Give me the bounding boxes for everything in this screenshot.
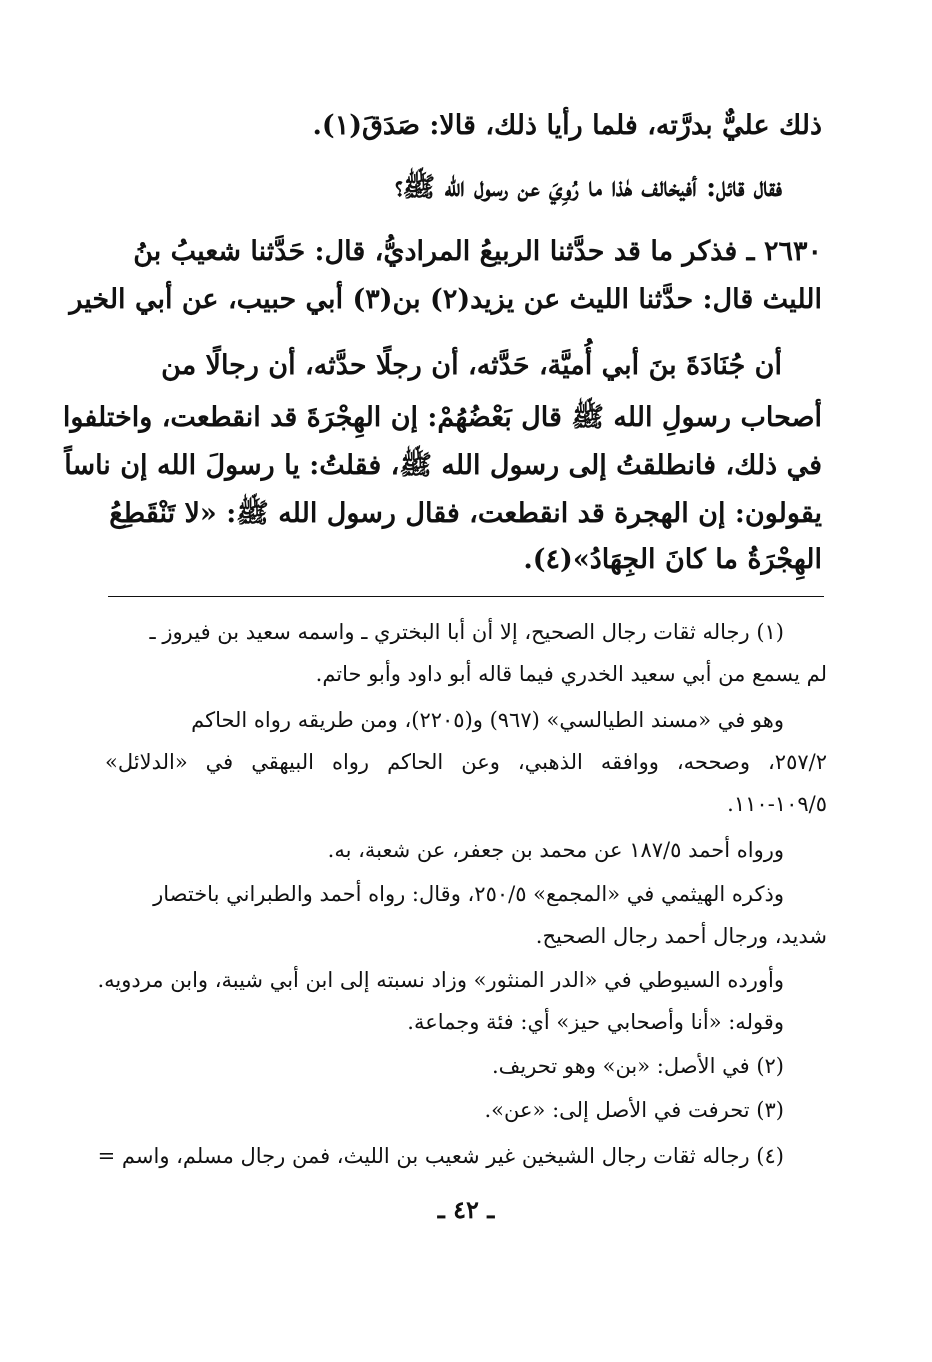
footnote-line: (٣) تحرفت في الأصل إلى: «عن». [484, 1098, 784, 1122]
footnote-line: وذكره الهيثمي في «المجمع» ٢٥٠/٥، وقال: رواه أحمد والطبراني باختصار [153, 882, 784, 906]
footnote-divider [108, 596, 824, 597]
hadith-number: ٢٦٣٠ [763, 236, 822, 267]
footnote-line: ١٠٩/٥-١١٠. [727, 792, 827, 816]
page-number: ـ ٤٢ ـ [437, 1195, 495, 1224]
footnote-line: شديد، ورجال أحمد رجال الصحيح. [535, 924, 827, 948]
main-text-line: الهِجْرَةُ ما كانَ الجِهَادُ»(٤). [523, 544, 822, 575]
footnote-line: وقوله: «أنا وأصحابي حيز» أي: فئة وجماعة. [407, 1010, 784, 1034]
main-text-line: فقال قائل: أفيخالف هٰذا ما رُوِيَ عن رسول الله ﷺ؟ [395, 172, 782, 203]
footnote-line: وأورده السيوطي في «الدر المنثور» وزاد نسبته إلى ابن أبي شيبة، وابن مردويه. [97, 968, 784, 992]
footnote-line: وهو في «مسند الطيالسي» (٩٦٧) و(٢٢٠٥)، ومن طريقه رواه الحاكم [191, 708, 784, 732]
main-text-line: ذلك عليٌّ بدرَّته، فلما رأيا ذلك، قالا: صَدَقَ(١). [312, 110, 822, 141]
footnote-line: لم يسمع من أبي سعيد الخدري فيما قاله أبو داود وأبو حاتم. [315, 662, 827, 686]
footnote-line: (١) رجاله ثقات رجال الصحيح، إلا أن أبا البختري ـ واسمه سعيد بن فيروز ـ [149, 620, 784, 644]
hadith-line [133, 236, 822, 267]
main-text-line: في ذلك، فانطلقتُ إلى رسول الله ﷺ، فقلتُ: يا رسولَ الله إن ناساً [64, 450, 822, 481]
footnote-line: (٢) في الأصل: «بن» وهو تحريف. [491, 1054, 784, 1078]
footnote-line: (٤) رجاله ثقات رجال الشيخين غير شعيب بن الليث، فمن رجال مسلم، واسم = [97, 1144, 784, 1168]
main-text-line: الليث قال: حدَّثنا الليث عن يزيد(٢) بن(٣) أبي حبيب، عن أبي الخير [69, 284, 822, 315]
footnote-line: ورواه أحمد ١٨٧/٥ عن محمد بن جعفر، عن شعبة، به. [327, 838, 784, 862]
hadith-line-text: ـ فذكر ما قد حدَّثنا الربيعُ المراديُّ، قال: حَدَّثنا شعيبُ بنُ [133, 236, 755, 267]
main-text-line: يقولون: إن الهجرة قد انقطعت، فقال رسول الله ﷺ: «لا تَنْقَطِعُ [109, 498, 822, 529]
main-text-line: أصحاب رسولِ الله ﷺ قال بَعْضُهُمْ: إن الهِجْرَةَ قد انقطعت، واختلفوا [62, 402, 822, 433]
main-text-line: أن جُنَادَةَ بنَ أبي أُميَّة، حَدَّثه، أن رجلًا حدَّثه، أن رجالًا من [161, 350, 782, 381]
footnote-line: ٢٥٧/٢، وصححه، ووافقه الذهبي، وعن الحاكم رواه البيهقي في «الدلائل» [105, 750, 827, 774]
